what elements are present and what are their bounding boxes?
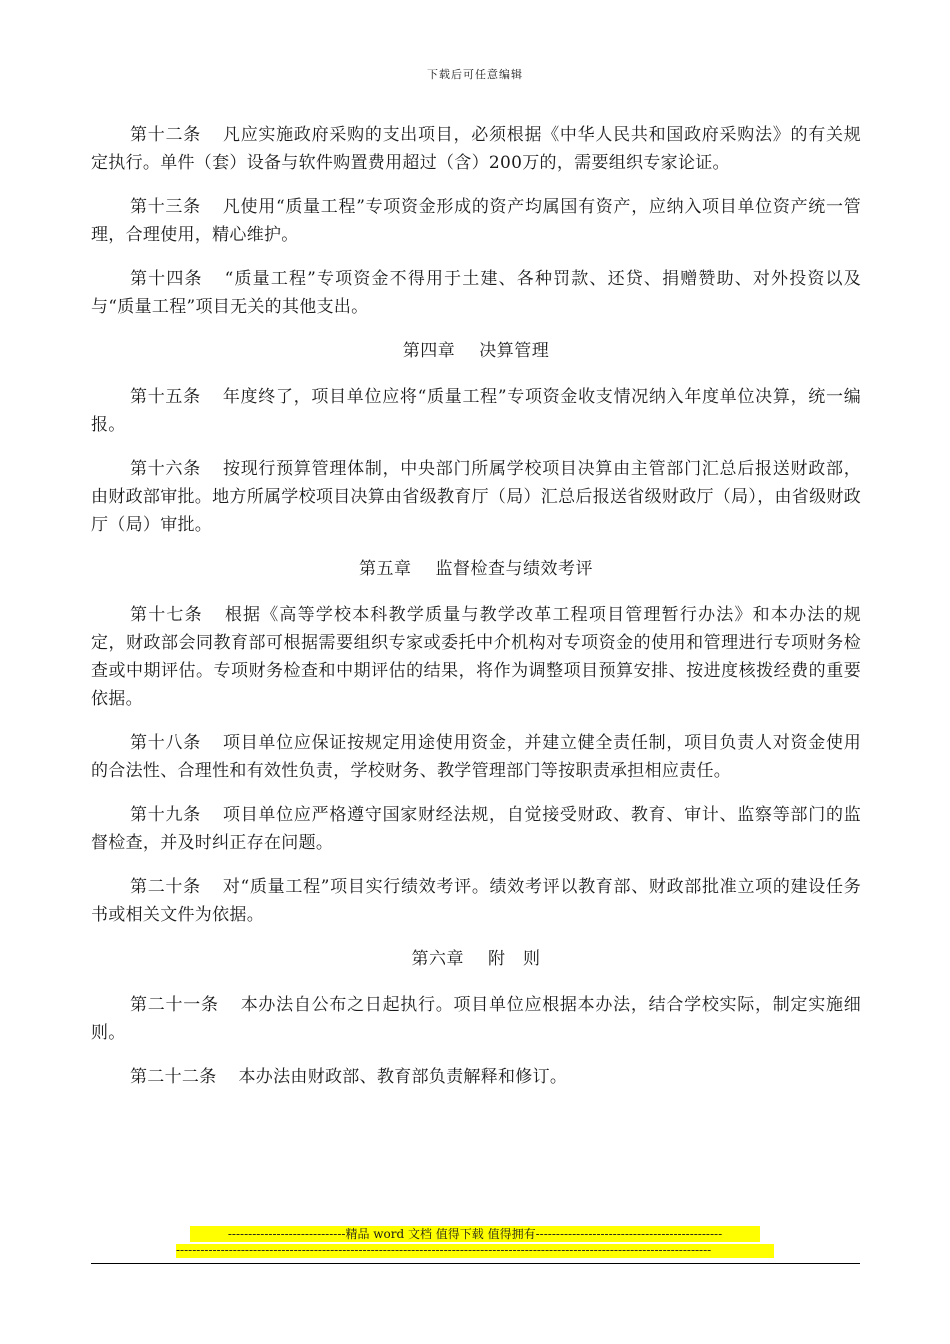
article-number: 第十四条 bbox=[130, 269, 203, 289]
article-19 bbox=[91, 801, 861, 857]
article-text: 根据《高等学校本科教学质量与教学改革工程项目管理暂行办法》和本办法的规定，财政部会同教育部可根据需要组织专家或委托中介机构对专项资金的使用和管理进行专项财务检查或中期评估。专项财务检查和中期评估的结果，将作为调整项目预算安排、按进度核拨经费的重要依据。 bbox=[91, 605, 861, 709]
article-number: 第十八条 bbox=[130, 733, 201, 753]
chapter-title: 附 则 bbox=[488, 949, 541, 969]
article-number: 第二十一条 bbox=[130, 995, 219, 1015]
chapter-heading-5 bbox=[91, 555, 861, 583]
chapter-number: 第五章 bbox=[359, 559, 412, 579]
article-text: 年度终了，项目单位应将“质量工程”专项资金收支情况纳入年度单位决算，统一编报。 bbox=[91, 387, 862, 435]
footer-rule bbox=[91, 1263, 860, 1264]
article-text: “质量工程”专项资金不得用于土建、各种罚款、还贷、捐赠赞助、对外投资以及与“质量工程”项目无关的其他支出。 bbox=[91, 269, 861, 317]
article-text: 项目单位应严格遵守国家财经法规，自觉接受财政、教育、审计、监察等部门的监督检查，并及时纠正存在问题。 bbox=[91, 805, 861, 853]
article-text: 项目单位应保证按规定用途使用资金，并建立健全责任制，项目负责人对资金使用的合法性、合理性和有效性负责，学校财务、教学管理部门等按职责承担相应责任。 bbox=[91, 733, 861, 781]
article-number: 第十七条 bbox=[130, 605, 203, 625]
article-number: 第十六条 bbox=[130, 459, 201, 479]
chapter-heading-4 bbox=[91, 337, 861, 365]
article-number: 第十二条 bbox=[130, 125, 201, 145]
article-text: 凡应实施政府采购的支出项目，必须根据《中华人民共和国政府采购法》的有关规定执行。单件（套）设备与软件购置费用超过（含）200万的，需要组织专家论证。 bbox=[91, 125, 861, 173]
article-text: 本办法自公布之日起执行。项目单位应根据本办法，结合学校实际，制定实施细则。 bbox=[91, 995, 862, 1043]
article-number: 第二十二条 bbox=[130, 1067, 217, 1087]
article-18 bbox=[91, 729, 861, 785]
article-13 bbox=[91, 193, 861, 249]
chapter-number: 第六章 bbox=[411, 949, 464, 969]
article-number: 第十三条 bbox=[130, 197, 201, 217]
article-14 bbox=[91, 265, 861, 321]
article-22 bbox=[91, 1063, 861, 1091]
article-16 bbox=[91, 455, 861, 539]
chapter-title: 决算管理 bbox=[479, 341, 550, 361]
article-number: 第十九条 bbox=[130, 805, 201, 825]
article-number: 第十五条 bbox=[130, 387, 201, 407]
article-text: 对“质量工程”项目实行绩效考评。绩效考评以教育部、财政部批准立项的建设任务书或相关文件为依据。 bbox=[91, 877, 862, 925]
chapter-number: 第四章 bbox=[402, 341, 456, 361]
article-text: 凡使用“质量工程”专项资金形成的资产均属国有资产，应纳入项目单位资产统一管理，合理使用，精心维护。 bbox=[91, 197, 862, 245]
article-15 bbox=[91, 383, 861, 439]
page-header: 下载后可任意编辑 bbox=[427, 68, 523, 81]
article-20 bbox=[91, 873, 861, 929]
article-21 bbox=[91, 991, 861, 1047]
footer-banner-line: -----------------------------精品 word 文档 值得下载 值得拥有---------------------------------------------- bbox=[190, 1226, 760, 1242]
article-text: 本办法由财政部、教育部负责解释和修订。 bbox=[238, 1067, 568, 1087]
article-12 bbox=[91, 121, 861, 177]
chapter-heading-6 bbox=[91, 945, 861, 973]
article-number: 第二十条 bbox=[130, 877, 201, 897]
document-body bbox=[91, 121, 861, 1107]
chapter-title: 监督检查与绩效考评 bbox=[435, 559, 593, 579]
article-text: 按现行预算管理体制，中央部门所属学校项目决算由主管部门汇总后报送财政部，由财政部审批。地方所属学校项目决算由省级教育厅（局）汇总后报送省级财政厅（局），由省级财政厅（局）审批。 bbox=[91, 459, 861, 535]
footer-dash-line: ------------------------------------------------------------------------------------------------------------------------------------ bbox=[176, 1244, 774, 1258]
article-17 bbox=[91, 601, 861, 713]
